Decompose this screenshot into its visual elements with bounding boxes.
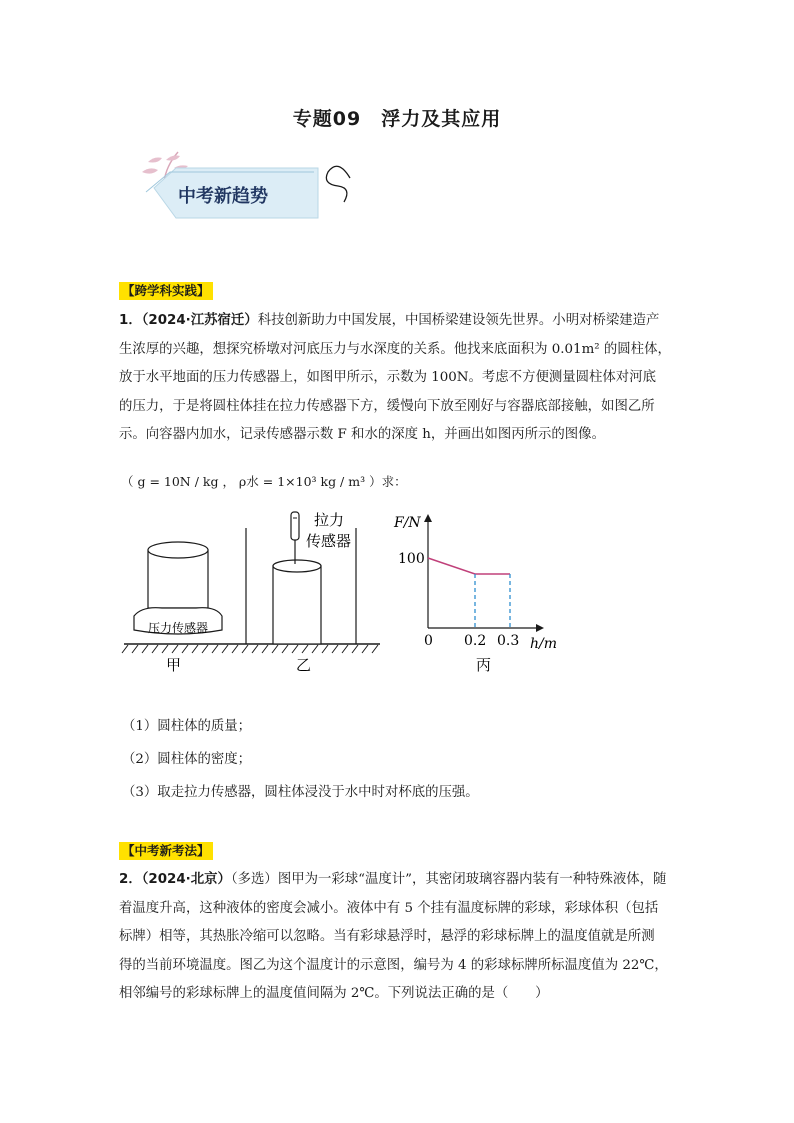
tension-sensor-device <box>291 512 299 540</box>
figure-a-label: 甲 <box>166 656 182 674</box>
figure-b-container <box>246 511 356 644</box>
ground-hatching <box>122 645 378 653</box>
figure-a-cylinder-on-sensor <box>134 542 222 635</box>
question-2-text <box>119 866 689 1009</box>
section-tag-new-exam-method: 【中考新考法】 <box>119 842 213 860</box>
question-2-number: 2． <box>119 872 142 887</box>
question-2-line-2: 着温度升高，这种液体的密度会减小。液体中有 5 个挂有温度标牌的彩球，彩球体积（包括 <box>119 900 659 916</box>
section-tag-interdisciplinary: 【跨学科实践】 <box>119 282 213 300</box>
figure-c-graph <box>393 514 557 652</box>
question-2-type: （多选） <box>230 872 278 887</box>
question-1-line-5: 示。向容器内加水，记录传感器示数 F 和水的深度 h，并画出如图丙所示的图像。 <box>119 427 605 442</box>
question-1-line-3: 放于水平地面的压力传感器上，如图甲所示，示数为 100N。考虑不方便测量圆柱体对河底 <box>119 370 656 385</box>
figure-b-label: 乙 <box>296 656 312 674</box>
question-2-line-3: 标牌）相等，其热胀冷缩可以忽略。当有彩球悬浮时，悬浮的彩球标牌上的温度值就是所测 <box>119 929 655 944</box>
graph-data-line <box>428 558 510 574</box>
graph-x-label: h/m <box>530 636 558 652</box>
question-2-line-1-text: 图甲为一彩球“温度计”，其密闭玻璃容器内装有一种特殊液体，随 <box>277 872 667 887</box>
graph-x-tick-0-3: 0.3 <box>497 633 520 649</box>
sub-question-2: （2）圆柱体的密度； <box>122 752 252 767</box>
question-1-given-values: （ g = 10N / kg ， ρ水 = 1×10³ kg / m³ ）求： <box>121 474 407 489</box>
question-1-line-1-text: 科技创新助力中国发展，中国桥梁建设领先世界。小明对桥梁建造产 <box>257 313 660 328</box>
question-2-line-5: 相邻编号的彩球标牌上的温度值间隔为 2℃。下列说法正确的是（ ） <box>119 986 549 1001</box>
question-1-text <box>119 307 689 450</box>
pressure-sensor-label: 压力传感器 <box>147 621 209 635</box>
question-1-line-2: 生浓厚的兴趣，想探究桥墩对河底压力与水深度的关系。他找来底面积为 0.01m² 的圆柱体， <box>119 341 671 357</box>
page-title: 专题09 浮力及其应用 <box>292 108 502 130</box>
sub-question-3: （3）取走拉力传感器，圆柱体浸没于水中时对杯底的压强。 <box>122 785 479 800</box>
graph-y-tick-100: 100 <box>398 551 425 567</box>
question-2-source: （2024·北京） <box>141 872 231 887</box>
question-2-line-1 <box>119 866 689 895</box>
question-2-line-4: 得的当前环境温度。图乙为这个温度计的示意图，编号为 4 的彩球标牌所标温度值为 22℃， <box>119 957 668 973</box>
graph-origin: 0 <box>424 633 433 649</box>
graph-y-label: F/N <box>394 515 421 531</box>
question-1-number: 1． <box>119 313 142 328</box>
sub-question-1: （1）圆柱体的质量； <box>122 719 252 734</box>
graph-x-tick-0-2: 0.2 <box>464 633 487 649</box>
banner-label: 中考新趋势 <box>178 186 268 207</box>
question-1-source: （2024·江苏宿迁） <box>141 313 258 328</box>
tension-sensor-label-2: 传感器 <box>306 532 352 550</box>
figure-c-label: 丙 <box>476 656 492 674</box>
question-1-line-1 <box>119 307 689 336</box>
question-1-figure <box>118 508 578 688</box>
tension-sensor-label-1: 拉力 <box>314 511 345 529</box>
question-1-line-4: 的压力，于是将圆柱体挂在拉力传感器下方，缓慢向下放至刚好与容器底部接触，如图乙所 <box>119 398 655 414</box>
